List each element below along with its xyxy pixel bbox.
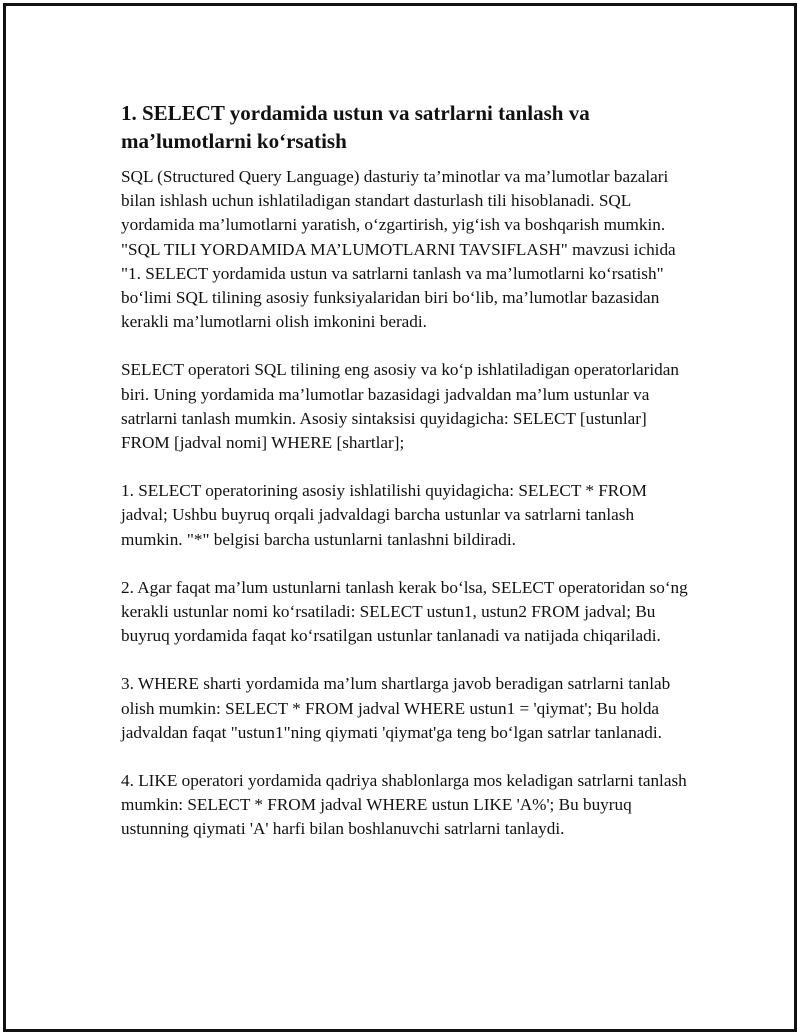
paragraph-select-operator: SELECT operatori SQL tilining eng asosiy va ko‘p ishlatiladigan operatorlaridan biri. Uning yordamida ma’lumotlar bazasidagi jadvaldan ma’lum ustunlar va satrlarni tanlash mumkin. Asosiy sintaksisi quyidagicha: SELECT [ustunlar] FROM [jadval nomi] WHERE [shartlar]; [121,360,679,453]
paragraph-point-4: 4. LIKE operatori yordamida qadriya shablonlarga mos keladigan satrlarni tanlash mumkin: SELECT * FROM jadval WHERE ustun LIKE 'A%'; Bu buyruq ustunning qiymati 'A' harfi bilan boshlanuvchi satrlarni tanlaydi. [121,771,687,839]
document-title: 1. SELECT yordamida ustun va satrlarni tanlash va ma’lumotlarni ko‘rsatish [121,101,590,153]
paragraph-point-1: 1. SELECT operatorining asosiy ishlatilishi quyidagicha: SELECT * FROM jadval; Ushbu buyruq orqali jadvaldagi barcha ustunlar va satrlarni tanlash mumkin. "*" belgisi barcha ustunlarni tanlashni bildiradi. [121,481,647,549]
paragraph-point-2: 2. Agar faqat ma’lum ustunlarni tanlash kerak bo‘lsa, SELECT operatoridan so‘ng kerakli ustunlar nomi ko‘rsatiladi: SELECT ustun1, ustun2 FROM jadval; Bu buyruq yordamida faqat ko‘rsatilgan ustunlar tanlanadi va natijada chiqariladi. [121,577,688,646]
paragraph-intro: SQL (Structured Query Language) dasturiy ta’minotlar va ma’lumotlar bazalari bilan ishlash uchun ishlatiladigan standart dasturlash tili hisoblanadi. SQL yordamida ma’lumotlarni yaratish, o‘zgartirish, yig‘ish va boshqarish mumkin. "SQL TILI YORDAMIDA MA’LUMOTLARNI TAVSIFLASH" mavzusi ichida "1. SELECT yordamida ustun va satrlarni tanlash va ma’lumotlarni ko‘rsatish" bo‘limi SQL tilining asosiy funksiyalaridan biri bo‘lib, ma’lumotlar bazasidan kerakli ma’lumotlarni olish imkonini beradi. [121,167,676,332]
document-body [121,99,693,866]
paragraph-point-3: 3. WHERE sharti yordamida ma’lum shartlarga javob beradigan satrlarni tanlab olish mumkin: SELECT * FROM jadval WHERE ustun1 = 'qiymat'; Bu holda jadvaldan faqat "ustun1"ning qiymati 'qiymat'ga teng bo‘lgan satrlar tanlanadi. [121,674,671,742]
page-frame [3,3,797,1032]
